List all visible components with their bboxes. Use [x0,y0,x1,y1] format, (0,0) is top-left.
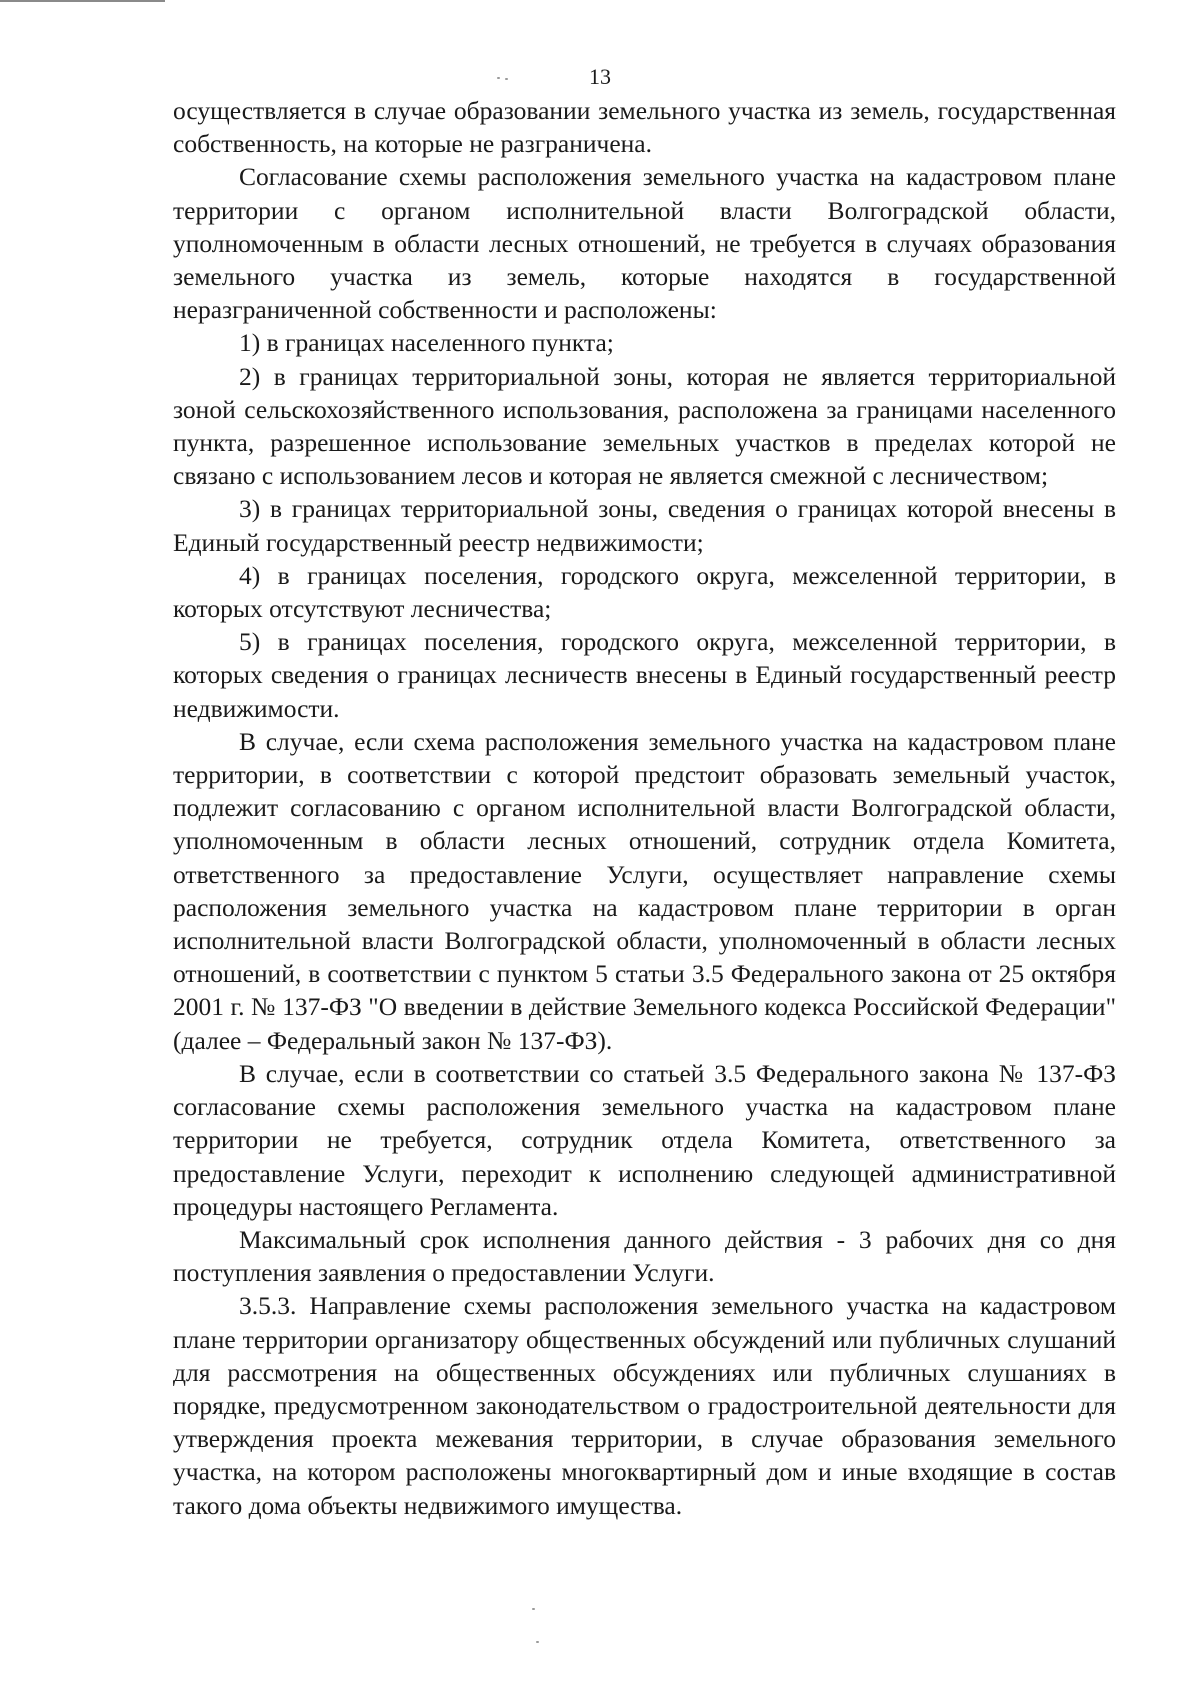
list-item: 4) в границах поселения, городского округа, межселенной территории, в которых отсутствуют лесничества; [173,560,1116,624]
document-body [173,94,1116,1522]
page-number: 13 [589,64,611,89]
list-item: 3) в границах территориальной зоны, сведения о границах которой внесены в Единый государственный реестр недвижимости; [173,494,1116,557]
scan-edge-mark [0,0,165,2]
paragraph: В случае, если в соответствии со статьей 3.5 Федерального закона № 137-ФЗ согласование схемы расположения земельного участка на кадастровом плане территории не требуется, сотрудник отдела Комитета, ответственного за предоставление Услуги, переходит к исполнению следующей административной процедуры настоящего Регламента. [173,1058,1116,1221]
list-item: 2) в границах территориальной зоны, которая не является территориальной зоной сельскохозяйственного использования, расположена за границами населенного пункта, разрешенное использование земельных участков в пределах которой не связано с использованием лесов и которая не является смежной с лесничеством; [173,361,1116,491]
list-item: 5) в границах поселения, городского округа, межселенной территории, в которых сведения о границах лесничеств внесены в Единый государственный реестр недвижимости. [173,627,1116,723]
scan-speck [532,1608,535,1610]
scan-speck [536,1641,539,1643]
paragraph-continuation: осуществляется в случае образовании земельного участка из земель, государственная собственность, на которые не разграничена. [173,96,1116,159]
paragraph: В случае, если схема расположения земельного участка на кадастровом плане территории, в соответствии с которой предстоит образовать земельный участок, подлежит согласованию с органом исполнительной власти Волгоградской области, уполномоченным в области лесных отношений, сотрудник отдела Комитета, ответственного за предоставление Услуги, осуществляет направление схемы расположения земельного участка на кадастровом плане территории в орган исполнительной власти Волгоградской области, уполномоченный в области лесных отношений, в соответствии с пунктом 5 статьи 3.5 Федерального закона от 25 октября 2001 г. № 137-ФЗ "О введении в действие Земельного кодекса Российской Федерации" (далее – Федеральный закон № 137-ФЗ). [173,726,1116,1055]
paragraph: Согласование схемы расположения земельного участка на кадастровом плане территории с органом исполнительной власти Волгоградской области, уполномоченным в области лесных отношений, не требуется в случаях образования земельного участка из земель, которые находятся в государственной неразграниченной собственности и расположены: [173,162,1116,325]
section-paragraph: 3.5.3. Направление схемы расположения земельного участка на кадастровом плане территории организатору общественных обсуждений или публичных слушаний для рассмотрения на общественных обсуждениях или публичных слушаниях в порядке, предусмотренном законодательством о градостроительной деятельности для утверждения проекта межевания территории, в случае образования земельного участка, на котором расположены многоквартирный дом и иные входящие в состав такого дома объекты недвижимого имущества. [173,1291,1116,1520]
paragraph: Максимальный срок исполнения данного действия - 3 рабочих дня со дня поступления заявления о предоставлении Услуги. [173,1224,1116,1288]
list-item: 1) в границах населенного пункта; [239,328,614,358]
